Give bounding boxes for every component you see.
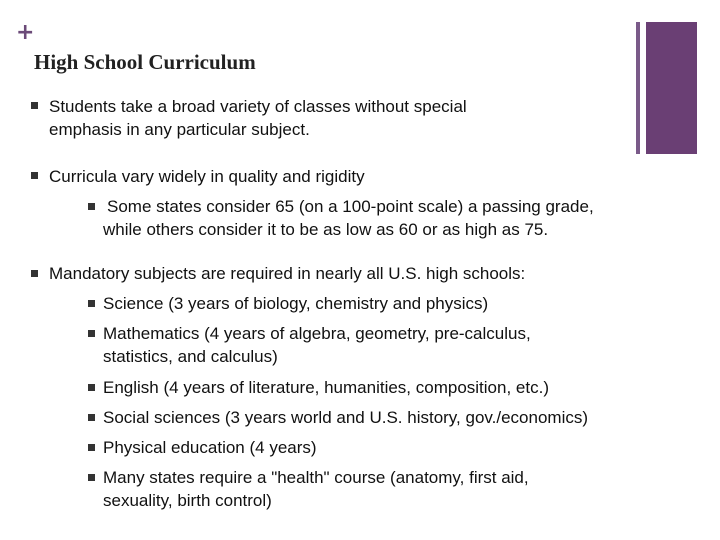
bullet-1-line-1: Students take a broad variety of classes without special [49,97,467,116]
bullet-1-line-2: emphasis in any particular subject. [49,120,310,139]
sub-bullet-square-icon [88,330,95,337]
subject-english: English (4 years of literature, humanities, composition, etc.) [103,378,549,397]
subject-science: Science (3 years of biology, chemistry and physics) [103,294,489,313]
subject-health-line-1: Many states require a "health" course (anatomy, first aid, [103,468,529,487]
sub-bullet-square-icon [88,384,95,391]
grading-line-2: while others consider it to be as low as 60 or as high as 75. [103,220,549,239]
bullet-square-icon [31,270,38,277]
subject-math-line-2: statistics, and calculus) [103,347,278,366]
subject-math-line-1: Mathematics (4 years of algebra, geometry, pre-calculus, [103,324,531,343]
sub-bullet-square-icon [88,300,95,307]
sub-bullet-square-icon [88,444,95,451]
bullet-square-icon [31,102,38,109]
sub-bullet-square-icon [88,474,95,481]
bullet-3-line-1: Mandatory subjects are required in nearly all U.S. high schools: [49,264,526,283]
slide-title: High School Curriculum [34,50,256,74]
subject-health-line-2: sexuality, birth control) [103,491,272,510]
bullet-2-line-1: Curricula vary widely in quality and rigidity [49,167,365,186]
sub-bullet-square-icon [88,203,95,210]
sub-bullet-square-icon [88,414,95,421]
accent-bar-thin [636,22,640,154]
plus-mark: + [16,20,35,45]
grading-line-1: Some states consider 65 (on a 100-point scale) a passing grade, [107,197,594,216]
subject-physical-education: Physical education (4 years) [103,438,317,457]
accent-bar-thick [646,22,697,154]
bullet-square-icon [31,172,38,179]
subject-social-sciences: Social sciences (3 years world and U.S. history, gov./economics) [103,408,589,427]
